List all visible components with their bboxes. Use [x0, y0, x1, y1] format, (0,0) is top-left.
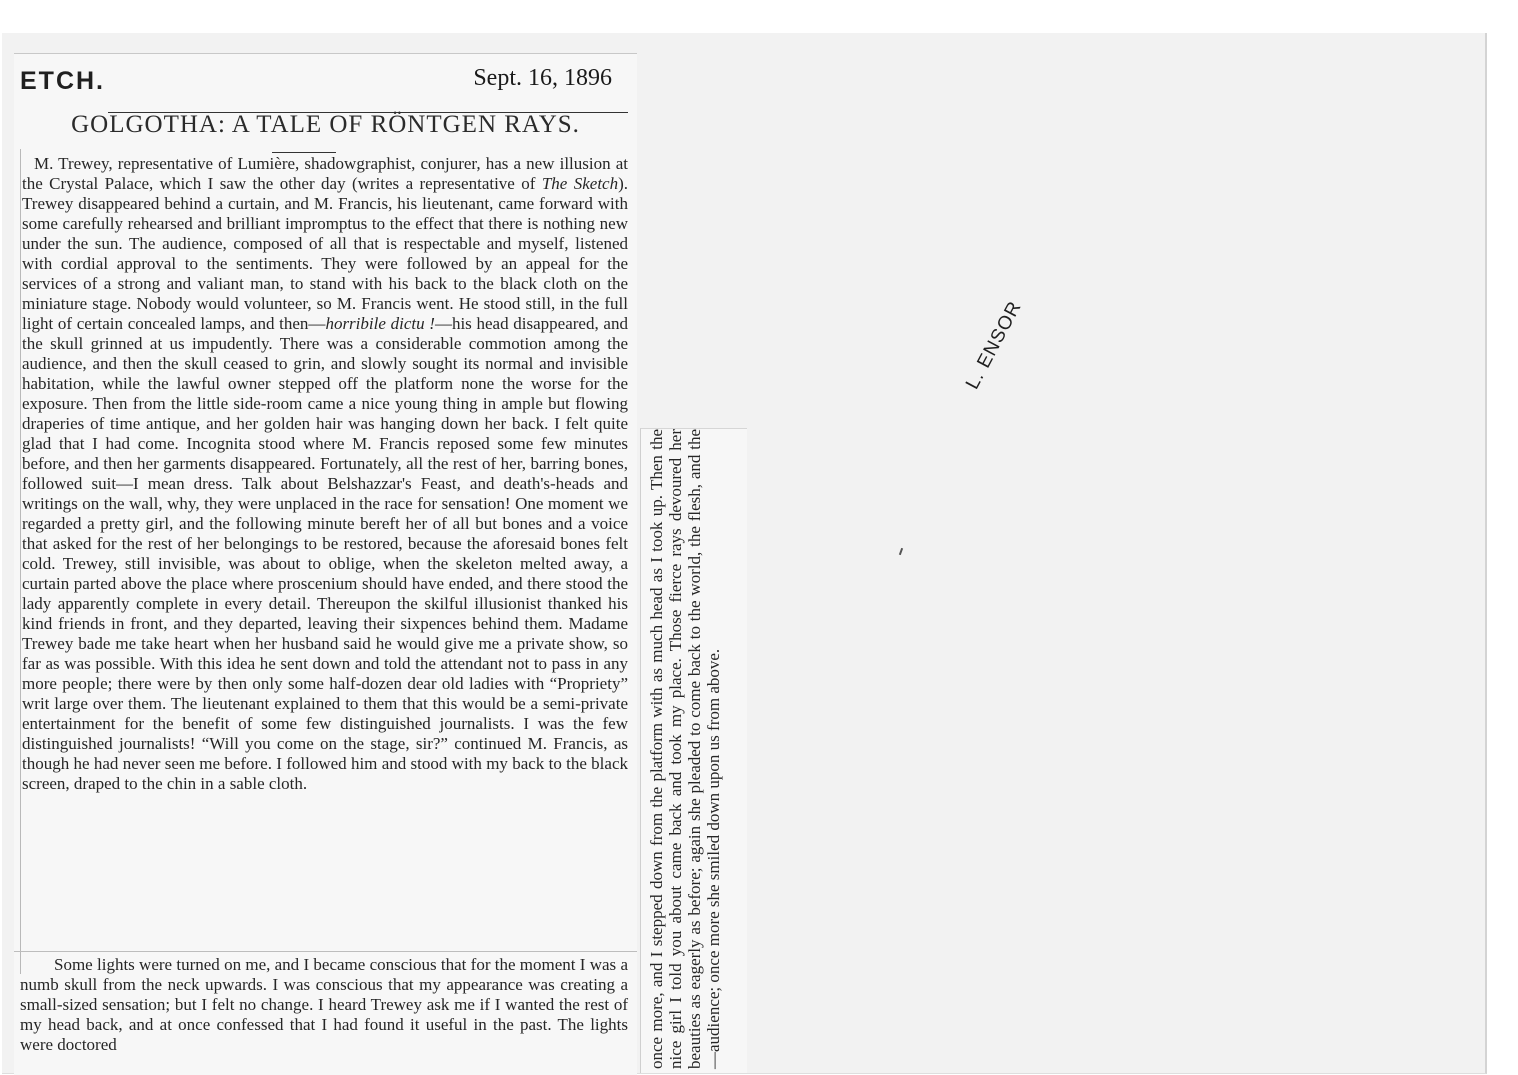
- clipping-edge: [14, 53, 637, 54]
- paper-speck: [899, 548, 903, 555]
- continuation-clipping: [640, 428, 747, 1073]
- para1-text-b: ). Trewey disappeared behind a curtain, and M. Francis, his lieutenant, came forward with some carefully rehearsed and brilliant impromptus to the effect that there is nothing new under the sun. The audience, composed of all that is respectable and myself, listened with cordial approval to the sentiments. They were followed by an appeal for the services of a strong and valiant man, to stand with his back to the black cloth on the miniature stage. Nobody would volunteer, so M. Francis went. He stood still, in the full light of certain concealed lamps, and then—: [22, 174, 629, 333]
- clipping-cut-line: [14, 951, 637, 952]
- para1-text-a: M. Trewey, representative of Lumière, shadowgraphist, conjurer, has a new illusion at the Crystal Palace, which I saw the other day (writes a representative of: [22, 154, 628, 193]
- publication-name: The Sketch: [541, 174, 619, 193]
- article-paragraph-1: [22, 154, 628, 794]
- masthead: [20, 63, 630, 103]
- article-title: GOLGOTHA: A TALE OF RÖNTGEN RAYS.: [71, 111, 580, 138]
- mount-card: [2, 33, 1487, 1074]
- collector-stamp: L. ENSOR: [962, 297, 1026, 393]
- para1-text-c: —his head disappeared, and the skull grinned at us impudently. There was a considerable commotion among the audience, and then the skull ceased to grin, and slowly sought its normal and invisible habitation, while the lawful owner stepped off the platform none the worse for the exposure. Then from the little side-room came a nice young thing in ample but flowing draperies of time antique, and her golden hair was hanging down her back. I felt quite glad that I had come. Incognita stood where M. Francis reposed some few minutes before, and then her garments disappeared. Fortunately, all the rest of her, barring bones, followed suit—I mean dress. Talk about Belshazzar's Feast, and death's-heads and writings on the wall, why, they were unplaced in the race for sensation! One moment we regarded a pretty girl, and the following minute bereft her of all but bones and a voice that asked for the rest of her belongings to be restored, because the aforesaid bones felt cold. Trewey, still invisible, was about to oblige, when the skeleton melted away, a curtain parted above the place where proscenium should have ended, and there stood the lady apparently complete in every detail. Thereupon the skilful illusionist thanked his kind friends in front, and they departed, leaving their sixpences behind them. Madame Trewey bade me take heart when her husband said he would give me a private show, so far as was possible. With this idea he sent down and told the attendant not to pass in any more people; there were by then only some half-dozen dear old ladies with “Propriety” writ large over them. The lieutenant explained to them that this would be a semi-private entertainment for the benefit of some few distinguished journalists. I was the few distinguished journalists! “Will you come on the stage, sir?” continued M. Francis, as though he had never seen me before. I followed him and stood with my back to the black screen, draped to the chin in a sable cloth.: [22, 314, 628, 793]
- issue-date: Sept. 16, 1896: [473, 65, 612, 91]
- latin-phrase: horribile dictu !: [325, 314, 435, 333]
- column-margin-line: [20, 149, 21, 974]
- continuation-text: once more, and I stepped down from the platform with as much head as I took up. Then the nice girl I told you about came back and took my place. Those fierce rays devoured her beauties as eagerly as before; again she pleaded to come back to the world, the flesh, and the—audience; once more she smiled down upon us from above.: [647, 429, 723, 1069]
- title-rule: [272, 152, 336, 153]
- main-clipping: [14, 53, 637, 1075]
- article-paragraph-2: Some lights were turned on me, and I became conscious that for the moment I was a numb skull from the neck upwards. I was conscious that my appearance was creating a small-sized sensation; but I felt no change. I heard Trewey ask me if I wanted the rest of my head back, and at once confessed that I had found it useful in the past. The lights were doctored: [20, 955, 628, 1054]
- magazine-name: ETCH.: [20, 67, 105, 95]
